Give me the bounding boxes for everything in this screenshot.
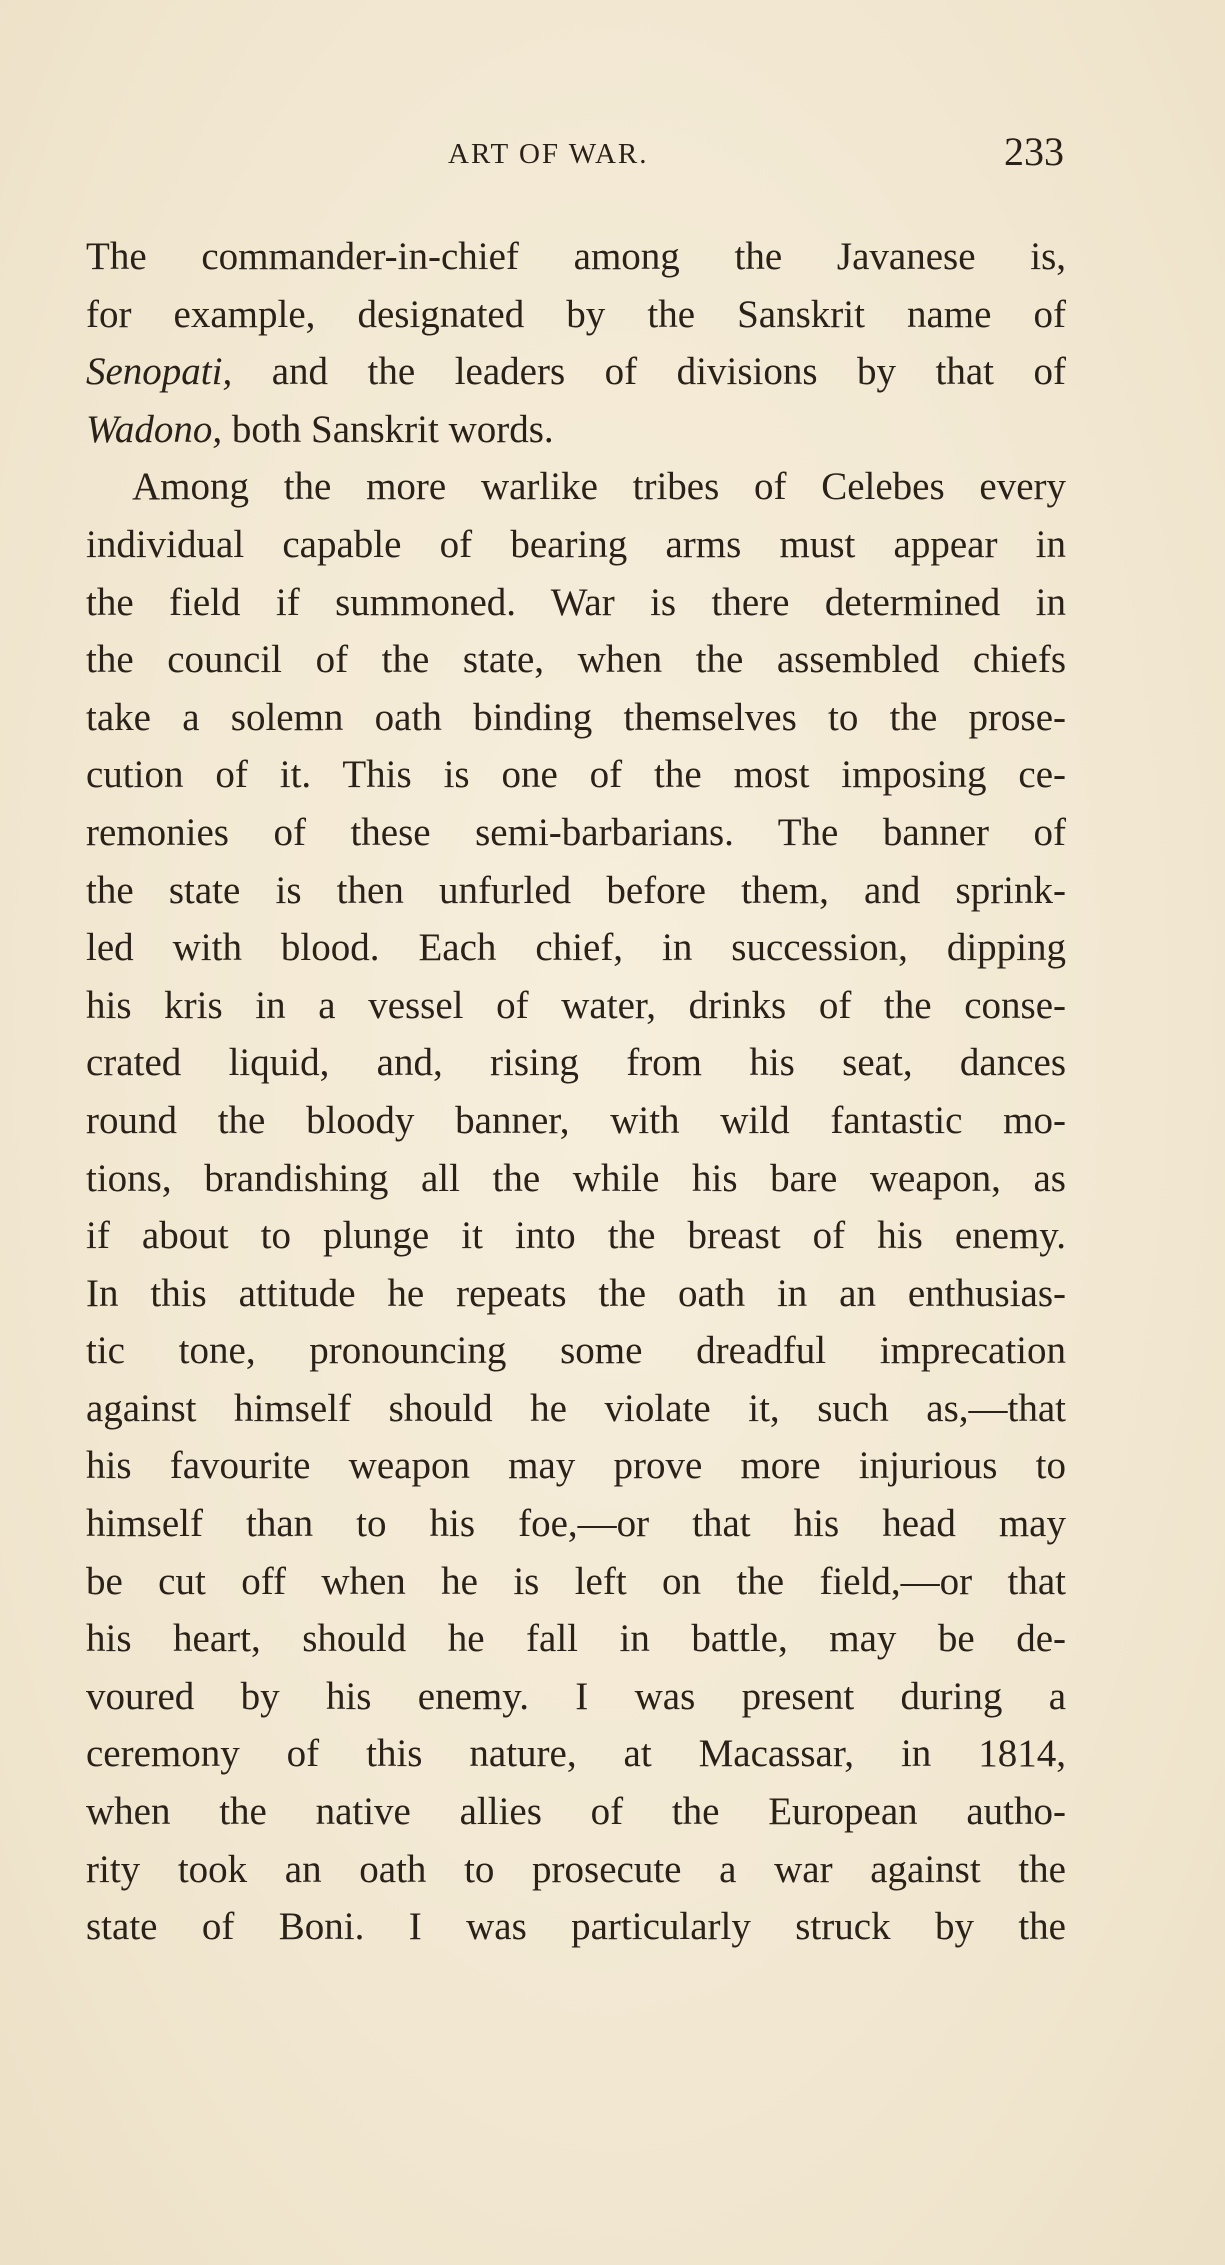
text-line: individual capable of bearing arms must appear in	[86, 522, 1066, 566]
text-line	[86, 401, 1066, 459]
text-line: take a solemn oath binding themselves to the prose-	[86, 695, 1066, 739]
text-line: round the bloody banner, with wild fantastic mo-	[86, 1098, 1066, 1142]
text-line: tic tone, pronouncing some dreadful imprecation	[86, 1329, 1066, 1373]
text-line: if about to plunge it into the breast of his enemy.	[86, 1214, 1066, 1258]
text-span: both Sanskrit words.	[222, 407, 554, 451]
italic-term: Wadono,	[86, 407, 223, 451]
text-line: the council of the state, when the assembled chiefs	[86, 638, 1066, 682]
text-line: rity took an oath to prosecute a war against the	[86, 1847, 1066, 1891]
italic-term: Senopati,	[86, 350, 233, 394]
page-header	[86, 128, 1066, 178]
text-line: himself than to his foe,—or that his head may	[86, 1502, 1066, 1546]
text-line: The commander-in-chief among the Javanese is,	[86, 235, 1066, 278]
text-line: crated liquid, and, rising from his seat, dances	[86, 1041, 1066, 1085]
running-head: ART OF WAR.	[448, 138, 649, 170]
text-line: remonies of these semi-barbarians. The banner of	[86, 810, 1066, 854]
page-number: 233	[1004, 129, 1064, 174]
text-line: tions, brandishing all the while his bare weapon, as	[86, 1156, 1066, 1200]
text-line: his favourite weapon may prove more injurious to	[86, 1444, 1066, 1488]
text-line: the field if summoned. War is there determined in	[86, 580, 1066, 624]
text-line: for example, designated by the Sanskrit name of	[86, 292, 1066, 336]
text-line: against himself should he violate it, such as,—that	[86, 1386, 1066, 1430]
text-line: when the native allies of the European autho-	[86, 1790, 1066, 1834]
text-line: state of Boni. I was particularly struck by the	[86, 1905, 1066, 1949]
text-line: voured by his enemy. I was present during a	[86, 1674, 1066, 1718]
text-line: his kris in a vessel of water, drinks of the conse-	[86, 983, 1066, 1027]
text-line	[86, 343, 1066, 401]
text-line: led with blood. Each chief, in succession, dipping	[86, 926, 1066, 970]
body-text	[86, 228, 1066, 1956]
text-span: and the leaders of divisions by that of	[232, 350, 1066, 394]
text-line: Among the more warlike tribes of Celebes every	[132, 465, 1066, 509]
text-line: ceremony of this nature, at Macassar, in 1814,	[86, 1732, 1066, 1776]
text-line: the state is then unfurled before them, and sprink-	[86, 868, 1066, 912]
text-line: In this attitude he repeats the oath in an enthusias-	[86, 1271, 1066, 1315]
text-line: his heart, should he fall in battle, may be de-	[86, 1617, 1066, 1661]
text-line: be cut off when he is left on the field,—or that	[86, 1559, 1066, 1603]
text-line: cution of it. This is one of the most imposing ce-	[86, 753, 1066, 797]
